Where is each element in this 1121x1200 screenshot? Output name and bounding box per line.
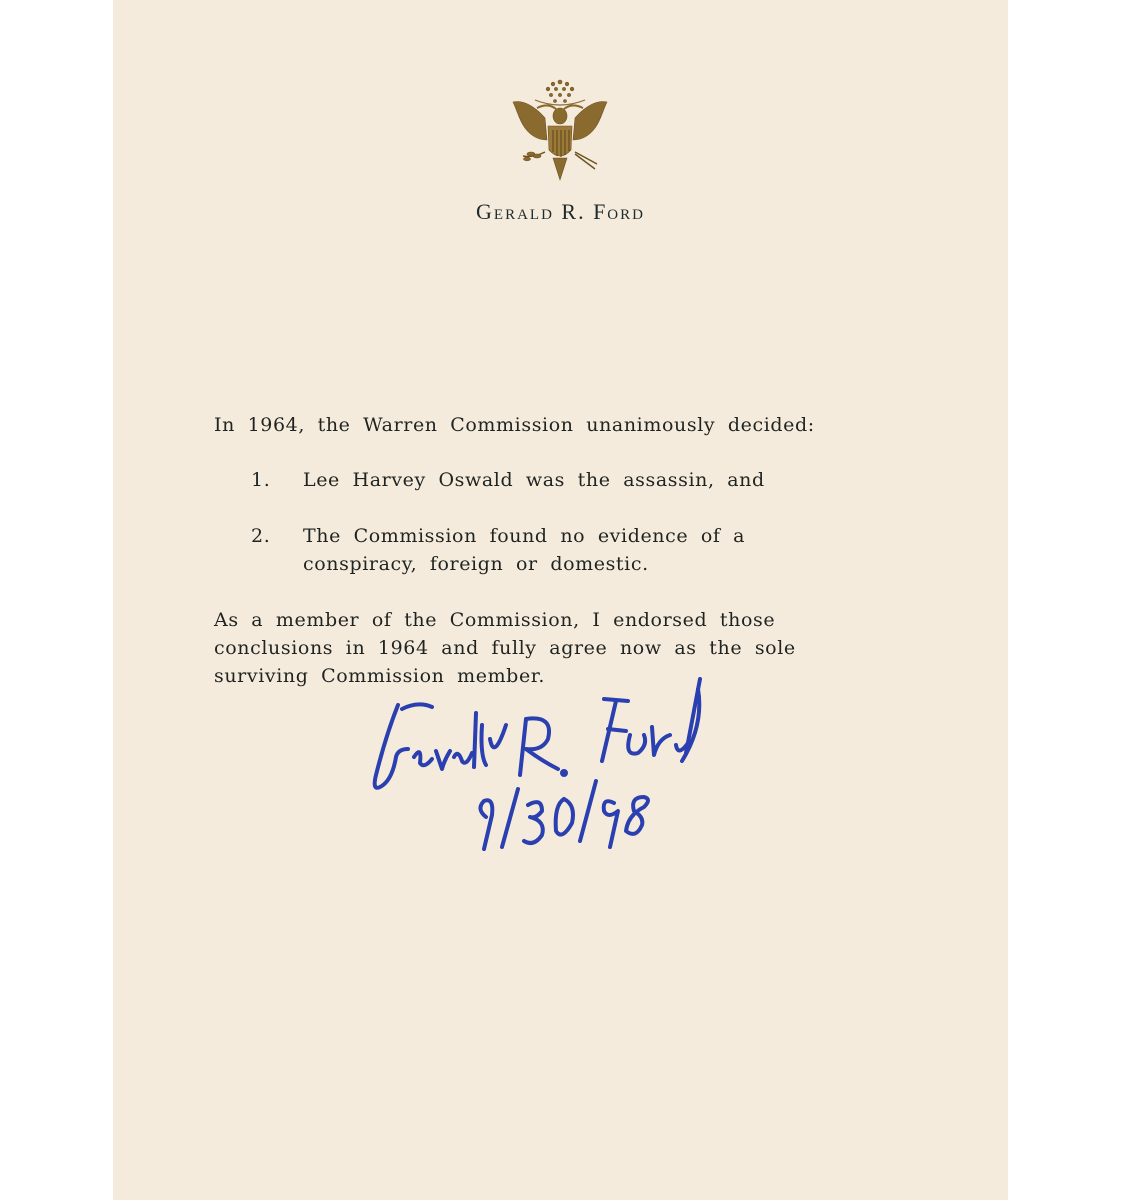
letter-sheet <box>113 0 1008 1200</box>
list-item-number: 2. <box>251 525 271 547</box>
list-item-line: The Commission found no evidence of a <box>303 525 746 547</box>
list-item-number: 1. <box>251 469 271 491</box>
closing-line: As a member of the Commission, I endorsed those <box>214 609 776 631</box>
letter-intro: In 1964, the Warren Commission unanimously decided: <box>214 414 815 436</box>
closing-line: conclusions in 1964 and fully agree now as the sole <box>214 637 796 659</box>
handwritten-signature <box>358 665 778 865</box>
list-item-line: conspiracy, foreign or domestic. <box>303 553 649 575</box>
presidential-eagle-seal-icon <box>505 74 615 186</box>
list-item-text <box>303 466 765 494</box>
list-item-line: Lee Harvey Oswald was the assassin, and <box>303 469 765 491</box>
list-item-text <box>303 522 745 578</box>
closing-line: surviving Commission member. <box>214 665 546 687</box>
letterhead-name: Gerald R. Ford <box>476 199 645 224</box>
